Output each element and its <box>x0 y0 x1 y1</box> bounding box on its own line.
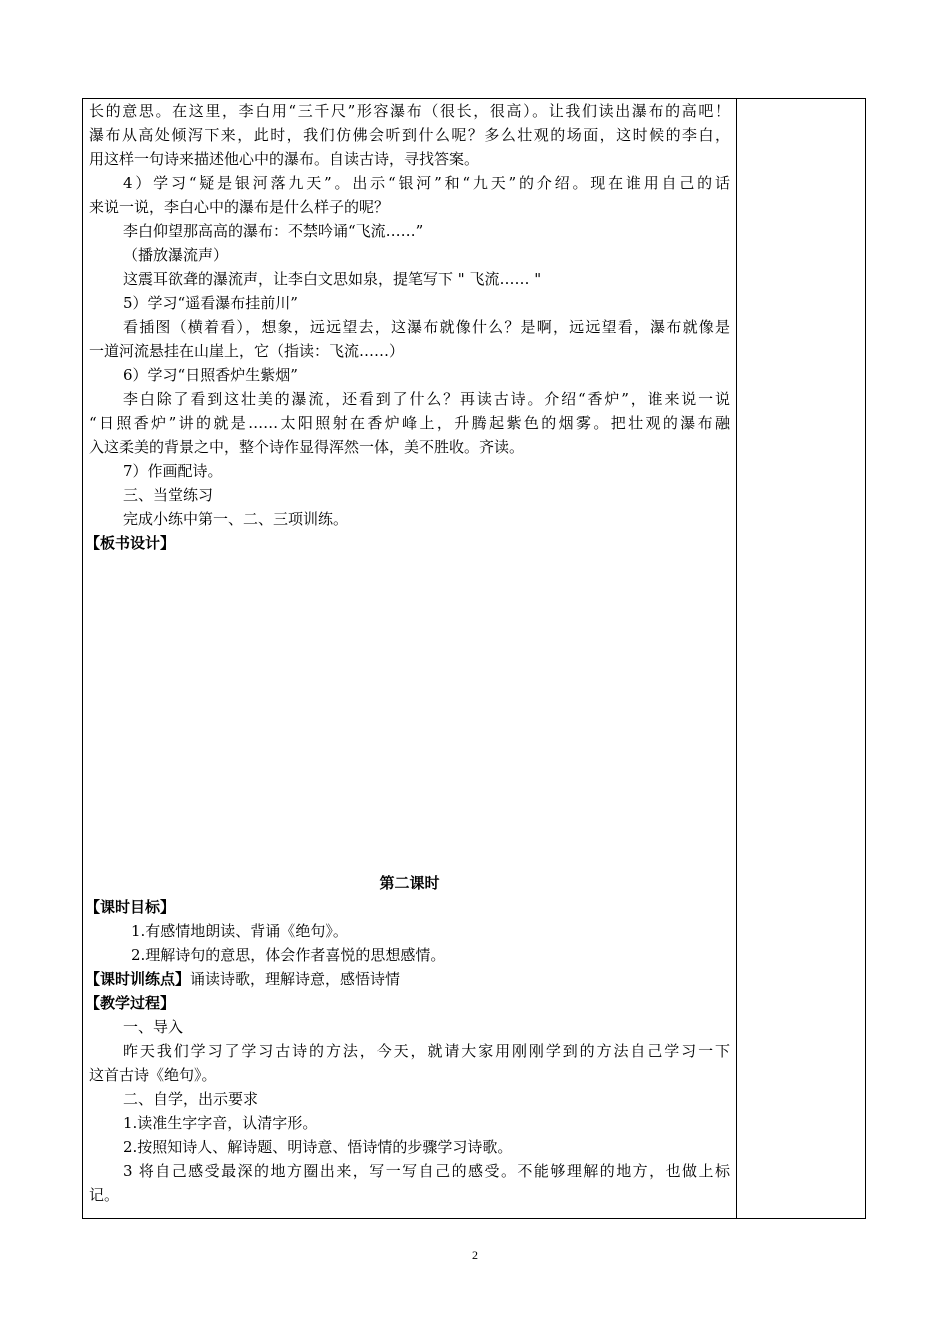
text-line: 这震耳欲聋的瀑流声，让李白文思如泉，提笔写下 " 飞流…… " <box>123 270 542 288</box>
text-line: 7）作画配诗。 <box>123 462 223 480</box>
objective-item: 1.有感情地朗读、背诵《绝句》。 <box>131 922 348 940</box>
process-line: 记。 <box>89 1186 120 1204</box>
text-line: 4）学习“疑是银河落九天”。出示“银河”和“九天”的介绍。现在谁用自己的话 <box>123 174 730 192</box>
text-line: 李白仰望那高高的瀑布：不禁吟诵“飞流……” <box>123 222 424 240</box>
main-content-cell <box>83 99 737 1218</box>
text-line: 长的意思。在这里，李白用“三千尺”形容瀑布（很长，很高）。让我们读出瀑布的高吧！ <box>89 102 730 120</box>
process-line: 二、自学，出示要求 <box>123 1090 259 1108</box>
text-line: 5）学习“遥看瀑布挂前川” <box>123 294 298 312</box>
process-line: 3 将自己感受最深的地方圈出来，写一写自己的感受。不能够理解的地方，也做上标 <box>123 1162 730 1180</box>
training-text: 诵读诗歌，理解诗意，感悟诗情 <box>190 970 401 988</box>
process-line: 1.读准生字字音，认清字形。 <box>123 1114 318 1132</box>
training-heading: 【课时训练点】 <box>85 970 191 988</box>
process-line: 这首古诗《绝句》。 <box>89 1066 217 1084</box>
training-point <box>85 968 730 990</box>
text-line: 入这柔美的背景之中，整个诗作显得浑然一体，美不胜收。齐读。 <box>89 438 525 456</box>
second-lesson-title: 第二课时 <box>379 874 440 892</box>
text-line: 用这样一句诗来描述他心中的瀑布。自读古诗，寻找答案。 <box>89 150 480 168</box>
text-line: 来说一说，李白心中的瀑布是什么样子的呢？ <box>89 198 390 216</box>
lesson-plan-table <box>82 98 866 1219</box>
process-heading: 【教学过程】 <box>85 994 176 1012</box>
page-number: 2 <box>472 1248 478 1262</box>
text-line: （播放瀑流声） <box>123 246 229 264</box>
text-line: 三、当堂练习 <box>123 486 214 504</box>
board-design-heading: 【板书设计】 <box>85 534 176 552</box>
text-line: “日照香炉”讲的就是……太阳照射在香炉峰上，升腾起紫色的烟雾。把壮观的瀑布融 <box>89 414 730 432</box>
text-line: 看插图（横着看），想象，远远望去，这瀑布就像什么？是啊，远远望看，瀑布就像是 <box>123 318 730 336</box>
process-line: 一、导入 <box>123 1018 184 1036</box>
text-line: 完成小练中第一、二、三项训练。 <box>123 510 349 528</box>
notes-cell <box>737 99 865 1218</box>
text-line: 瀑布从高处倾泻下来，此时，我们仿佛会听到什么呢？多么壮观的场面，这时候的李白， <box>89 126 730 144</box>
text-line: 李白除了看到这壮美的瀑流，还看到了什么？再读古诗。介绍“香炉”，谁来说一说 <box>123 390 730 408</box>
text-line: 6）学习“日照香炉生紫烟” <box>123 366 298 384</box>
process-line: 2.按照知诗人、解诗题、明诗意、悟诗情的步骤学习诗歌。 <box>123 1138 513 1156</box>
objectives-heading: 【课时目标】 <box>85 898 176 916</box>
objective-item: 2.理解诗句的意思，体会作者喜悦的思想感情。 <box>131 946 446 964</box>
process-line: 昨天我们学习了学习古诗的方法，今天，就请大家用刚刚学到的方法自己学习一下 <box>123 1042 730 1060</box>
text-line: 一道河流悬挂在山崖上，它（指读：飞流……） <box>89 342 405 360</box>
